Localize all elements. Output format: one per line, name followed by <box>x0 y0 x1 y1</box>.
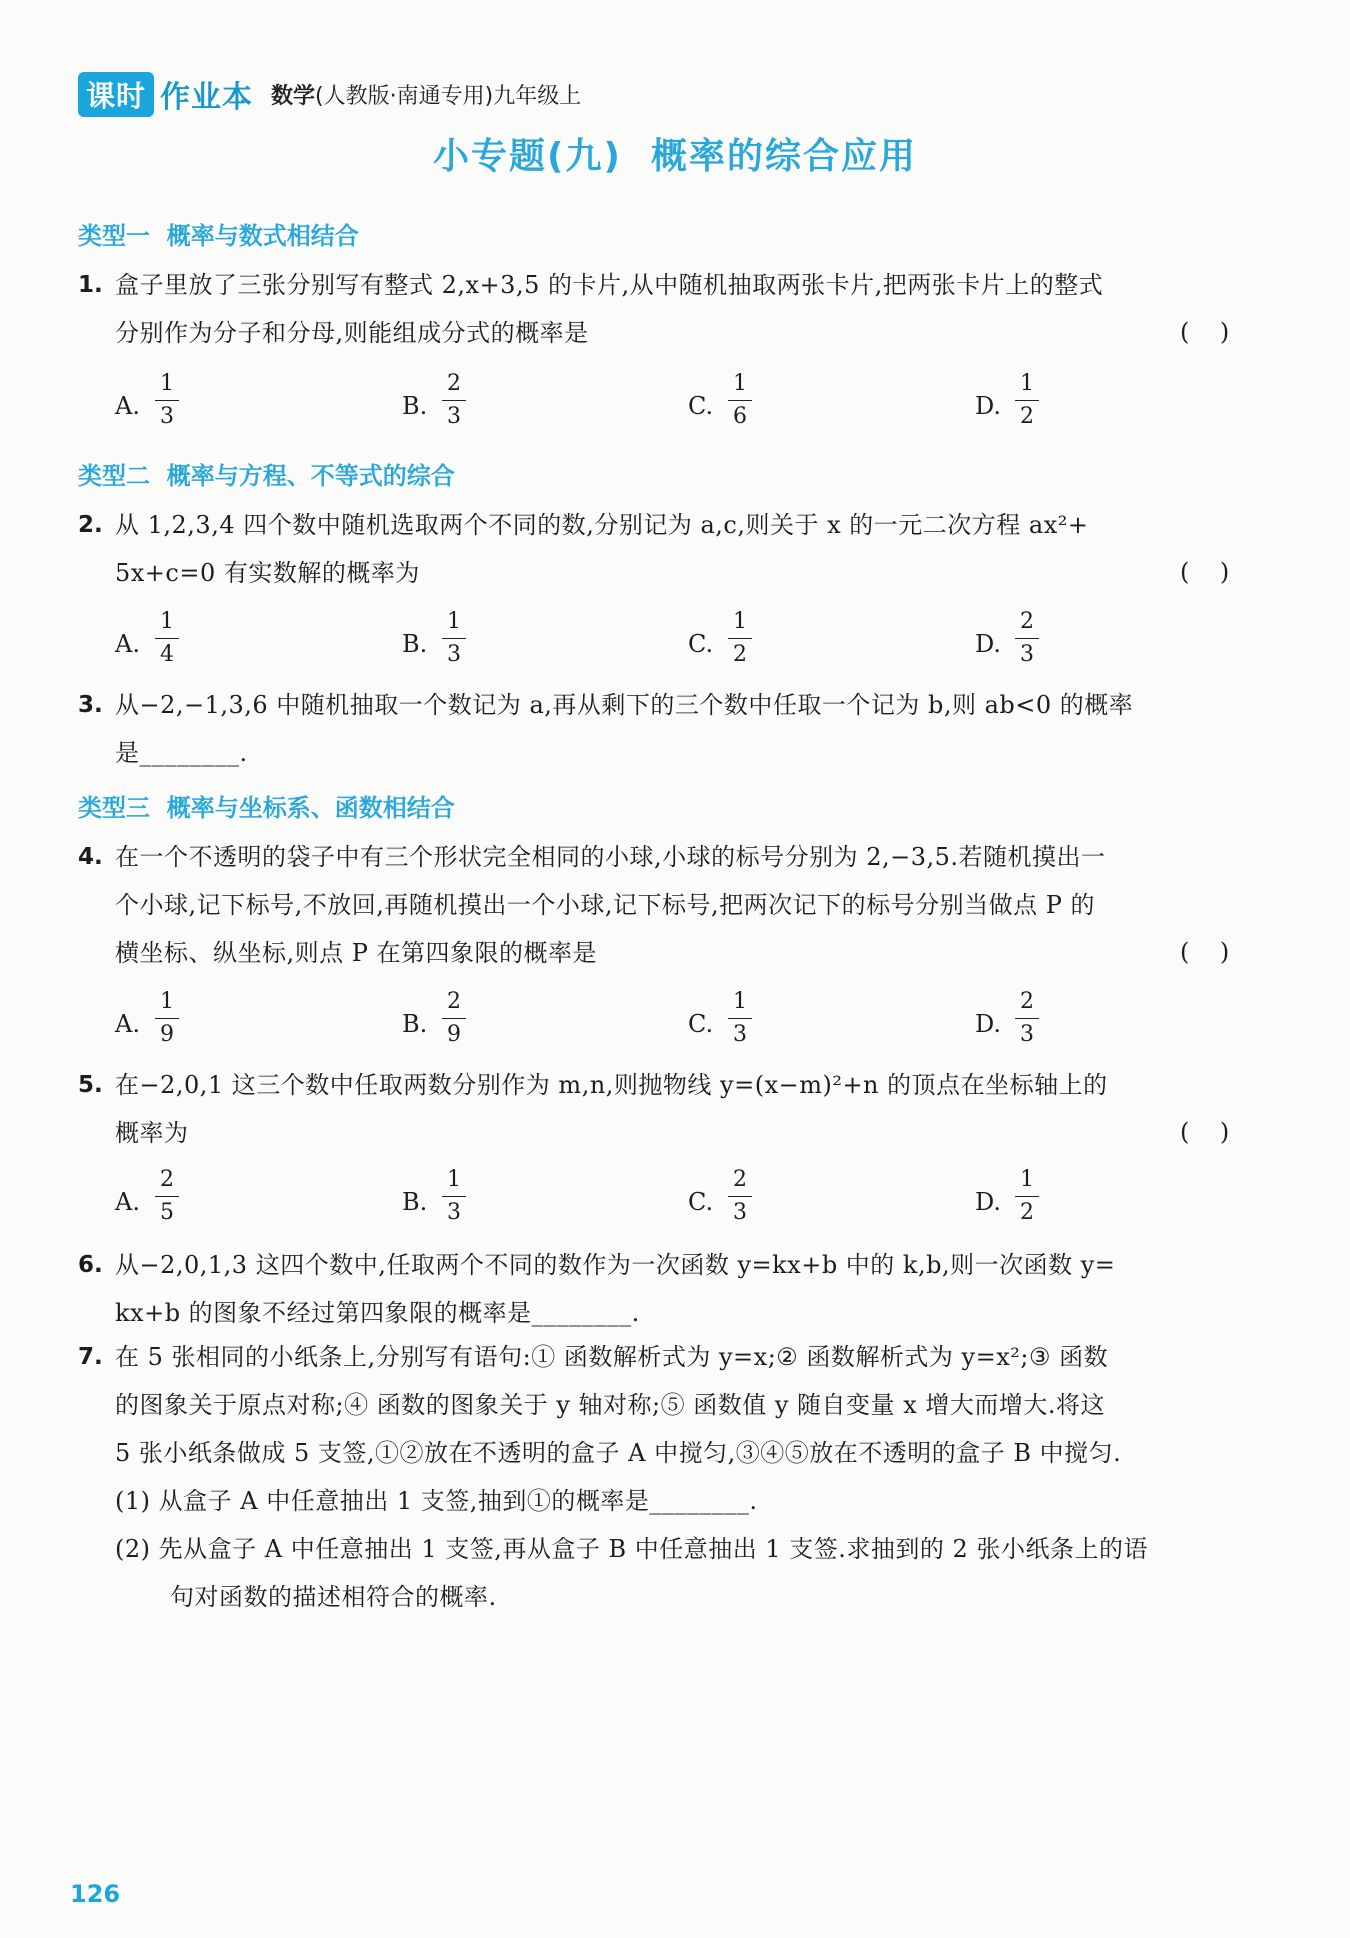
question-number: 5. <box>78 1072 103 1098</box>
question-text-line: 概率为 <box>115 1119 189 1147</box>
option-fraction <box>1015 608 1039 669</box>
edition-label: (人教版·南通专用)九年级上 <box>315 83 582 109</box>
fraction-numerator: 1 <box>160 989 174 1014</box>
fraction-denominator: 4 <box>160 642 174 667</box>
page-header <box>78 72 581 116</box>
subquestion-1: (1) 从盒子 A 中任意抽出 1 支签,抽到①的概率是________. <box>115 1487 758 1515</box>
question-text-line: 横坐标、纵坐标,则点 P 在第四象限的概率是 <box>115 939 598 967</box>
option-fraction <box>1015 370 1039 431</box>
answer-bracket: ( ) <box>1180 1118 1230 1146</box>
option-fraction <box>1015 988 1039 1049</box>
fraction-bar <box>1015 1018 1039 1019</box>
page-title: 小专题(九) 概率的综合应用 <box>433 136 917 177</box>
fraction-numerator: 1 <box>447 1167 461 1192</box>
subquestion-2-continued: 句对函数的描述相符合的概率. <box>170 1583 497 1611</box>
question-number: 7. <box>78 1344 103 1370</box>
fraction-denominator: 9 <box>447 1022 461 1047</box>
option-fraction <box>442 608 466 669</box>
fraction-denominator: 3 <box>1020 642 1034 667</box>
option-fraction <box>728 370 752 431</box>
fraction-bar <box>728 638 752 639</box>
option-letter: C. <box>688 630 714 658</box>
option-letter: D. <box>975 1010 1002 1038</box>
question-text-line: 盒子里放了三张分别写有整式 2,x+3,5 的卡片,从中随机抽取两张卡片,把两张卡片上的整式 <box>115 271 1104 299</box>
question-text-line: 从−2,−1,3,6 中随机抽取一个数记为 a,再从剩下的三个数中任取一个记为 b,则 ab<0 的概率 <box>115 691 1134 719</box>
answer-bracket: ( ) <box>1180 938 1230 966</box>
question-text-line: 分别作为分子和分母,则能组成分式的概率是 <box>115 319 589 347</box>
fraction-bar <box>442 400 466 401</box>
question-number: 4. <box>78 844 103 870</box>
fraction-numerator: 1 <box>733 609 747 634</box>
option-fraction <box>155 608 179 669</box>
fraction-numerator: 1 <box>1020 371 1034 396</box>
brand-logo-part2: 作业本 <box>160 80 254 115</box>
question-text-line: 个小球,记下标号,不放回,再随机摸出一个小球,记下标号,把两次记下的标号分别当做点 P 的 <box>115 891 1096 919</box>
brand-logo-part1: 课时 <box>78 72 154 117</box>
fraction-bar <box>155 1196 179 1197</box>
fraction-numerator: 1 <box>160 371 174 396</box>
fraction-bar <box>442 1018 466 1019</box>
option-fraction <box>155 988 179 1049</box>
fraction-numerator: 1 <box>1020 1167 1034 1192</box>
option-letter: A. <box>115 1010 140 1038</box>
subject-name: 数学 <box>271 83 316 109</box>
fraction-bar <box>442 638 466 639</box>
option-fraction <box>1015 1166 1039 1227</box>
option-letter: B. <box>402 630 428 658</box>
section-heading-2: 类型二 概率与方程、不等式的综合 <box>78 462 455 490</box>
option-letter: A. <box>115 1188 140 1216</box>
option-fraction <box>728 988 752 1049</box>
option-letter: C. <box>688 1010 714 1038</box>
question-number: 6. <box>78 1252 103 1278</box>
option-fraction <box>728 1166 752 1227</box>
option-fraction <box>155 370 179 431</box>
answer-bracket: ( ) <box>1180 318 1230 346</box>
option-fraction <box>155 1166 179 1227</box>
fraction-denominator: 2 <box>733 642 747 667</box>
fraction-numerator: 2 <box>1020 609 1034 634</box>
question-text-line: 从−2,0,1,3 这四个数中,任取两个不同的数作为一次函数 y=kx+b 中的 k,b,则一次函数 y= <box>115 1251 1116 1279</box>
fraction-numerator: 2 <box>1020 989 1034 1014</box>
fraction-bar <box>728 1018 752 1019</box>
fraction-denominator: 3 <box>447 404 461 429</box>
fraction-denominator: 9 <box>160 1022 174 1047</box>
option-letter: B. <box>402 1188 428 1216</box>
fraction-bar <box>1015 638 1039 639</box>
fraction-numerator: 2 <box>733 1167 747 1192</box>
fraction-bar <box>155 400 179 401</box>
fraction-denominator: 3 <box>733 1200 747 1225</box>
page-number: 126 <box>70 1880 121 1908</box>
option-letter: C. <box>688 1188 714 1216</box>
fraction-denominator: 2 <box>1020 1200 1034 1225</box>
option-letter: D. <box>975 392 1002 420</box>
fraction-numerator: 1 <box>160 609 174 634</box>
fraction-bar <box>728 400 752 401</box>
fraction-numerator: 1 <box>733 371 747 396</box>
question-text-line: kx+b 的图象不经过第四象限的概率是________. <box>115 1299 640 1327</box>
fraction-numerator: 2 <box>160 1167 174 1192</box>
option-letter: D. <box>975 630 1002 658</box>
fraction-denominator: 3 <box>447 642 461 667</box>
fraction-denominator: 6 <box>733 404 747 429</box>
fraction-bar <box>155 638 179 639</box>
option-fraction <box>442 370 466 431</box>
option-letter: B. <box>402 392 428 420</box>
fraction-bar <box>728 1196 752 1197</box>
fraction-numerator: 2 <box>447 989 461 1014</box>
fraction-numerator: 2 <box>447 371 461 396</box>
option-fraction <box>442 988 466 1049</box>
option-fraction <box>728 608 752 669</box>
question-text-line: 的图象关于原点对称;④ 函数的图象关于 y 轴对称;⑤ 函数值 y 随自变量 x 增大而增大.将这 <box>115 1391 1105 1419</box>
question-text-line: 在−2,0,1 这三个数中任取两数分别作为 m,n,则抛物线 y=(x−m)²+n 的顶点在坐标轴上的 <box>115 1071 1108 1099</box>
question-number: 2. <box>78 512 103 538</box>
option-letter: A. <box>115 392 140 420</box>
fraction-denominator: 5 <box>160 1200 174 1225</box>
question-number: 1. <box>78 272 103 298</box>
fraction-bar <box>155 1018 179 1019</box>
question-number: 3. <box>78 692 103 718</box>
fraction-bar <box>1015 400 1039 401</box>
option-letter: A. <box>115 630 140 658</box>
subject-label <box>271 79 581 110</box>
fraction-numerator: 1 <box>733 989 747 1014</box>
question-text-line: 在 5 张相同的小纸条上,分别写有语句:① 函数解析式为 y=x;② 函数解析式为 y=x²;③ 函数 <box>115 1343 1109 1371</box>
option-letter: C. <box>688 392 714 420</box>
fraction-denominator: 3 <box>1020 1022 1034 1047</box>
answer-bracket: ( ) <box>1180 558 1230 586</box>
question-text-line: 5x+c=0 有实数解的概率为 <box>115 559 420 587</box>
question-text-line: 从 1,2,3,4 四个数中随机选取两个不同的数,分别记为 a,c,则关于 x 的一元二次方程 ax²+ <box>115 511 1089 539</box>
section-heading-1: 类型一 概率与数式相结合 <box>78 222 359 250</box>
option-letter: D. <box>975 1188 1002 1216</box>
fraction-numerator: 1 <box>447 609 461 634</box>
subquestion-2: (2) 先从盒子 A 中任意抽出 1 支签,再从盒子 B 中任意抽出 1 支签.求抽到的 2 张小纸条上的语 <box>115 1535 1148 1563</box>
section-heading-3: 类型三 概率与坐标系、函数相结合 <box>78 794 455 822</box>
fraction-bar <box>1015 1196 1039 1197</box>
question-text-line: 在一个不透明的袋子中有三个形状完全相同的小球,小球的标号分别为 2,−3,5.若随机摸出一 <box>115 843 1106 871</box>
option-letter: B. <box>402 1010 428 1038</box>
fraction-denominator: 3 <box>160 404 174 429</box>
fraction-denominator: 3 <box>733 1022 747 1047</box>
question-text-line: 是________. <box>115 739 248 767</box>
question-text-line: 5 张小纸条做成 5 支签,①②放在不透明的盒子 A 中搅匀,③④⑤放在不透明的盒子 B 中搅匀. <box>115 1439 1122 1467</box>
fraction-denominator: 2 <box>1020 404 1034 429</box>
fraction-bar <box>442 1196 466 1197</box>
option-fraction <box>442 1166 466 1227</box>
fraction-denominator: 3 <box>447 1200 461 1225</box>
